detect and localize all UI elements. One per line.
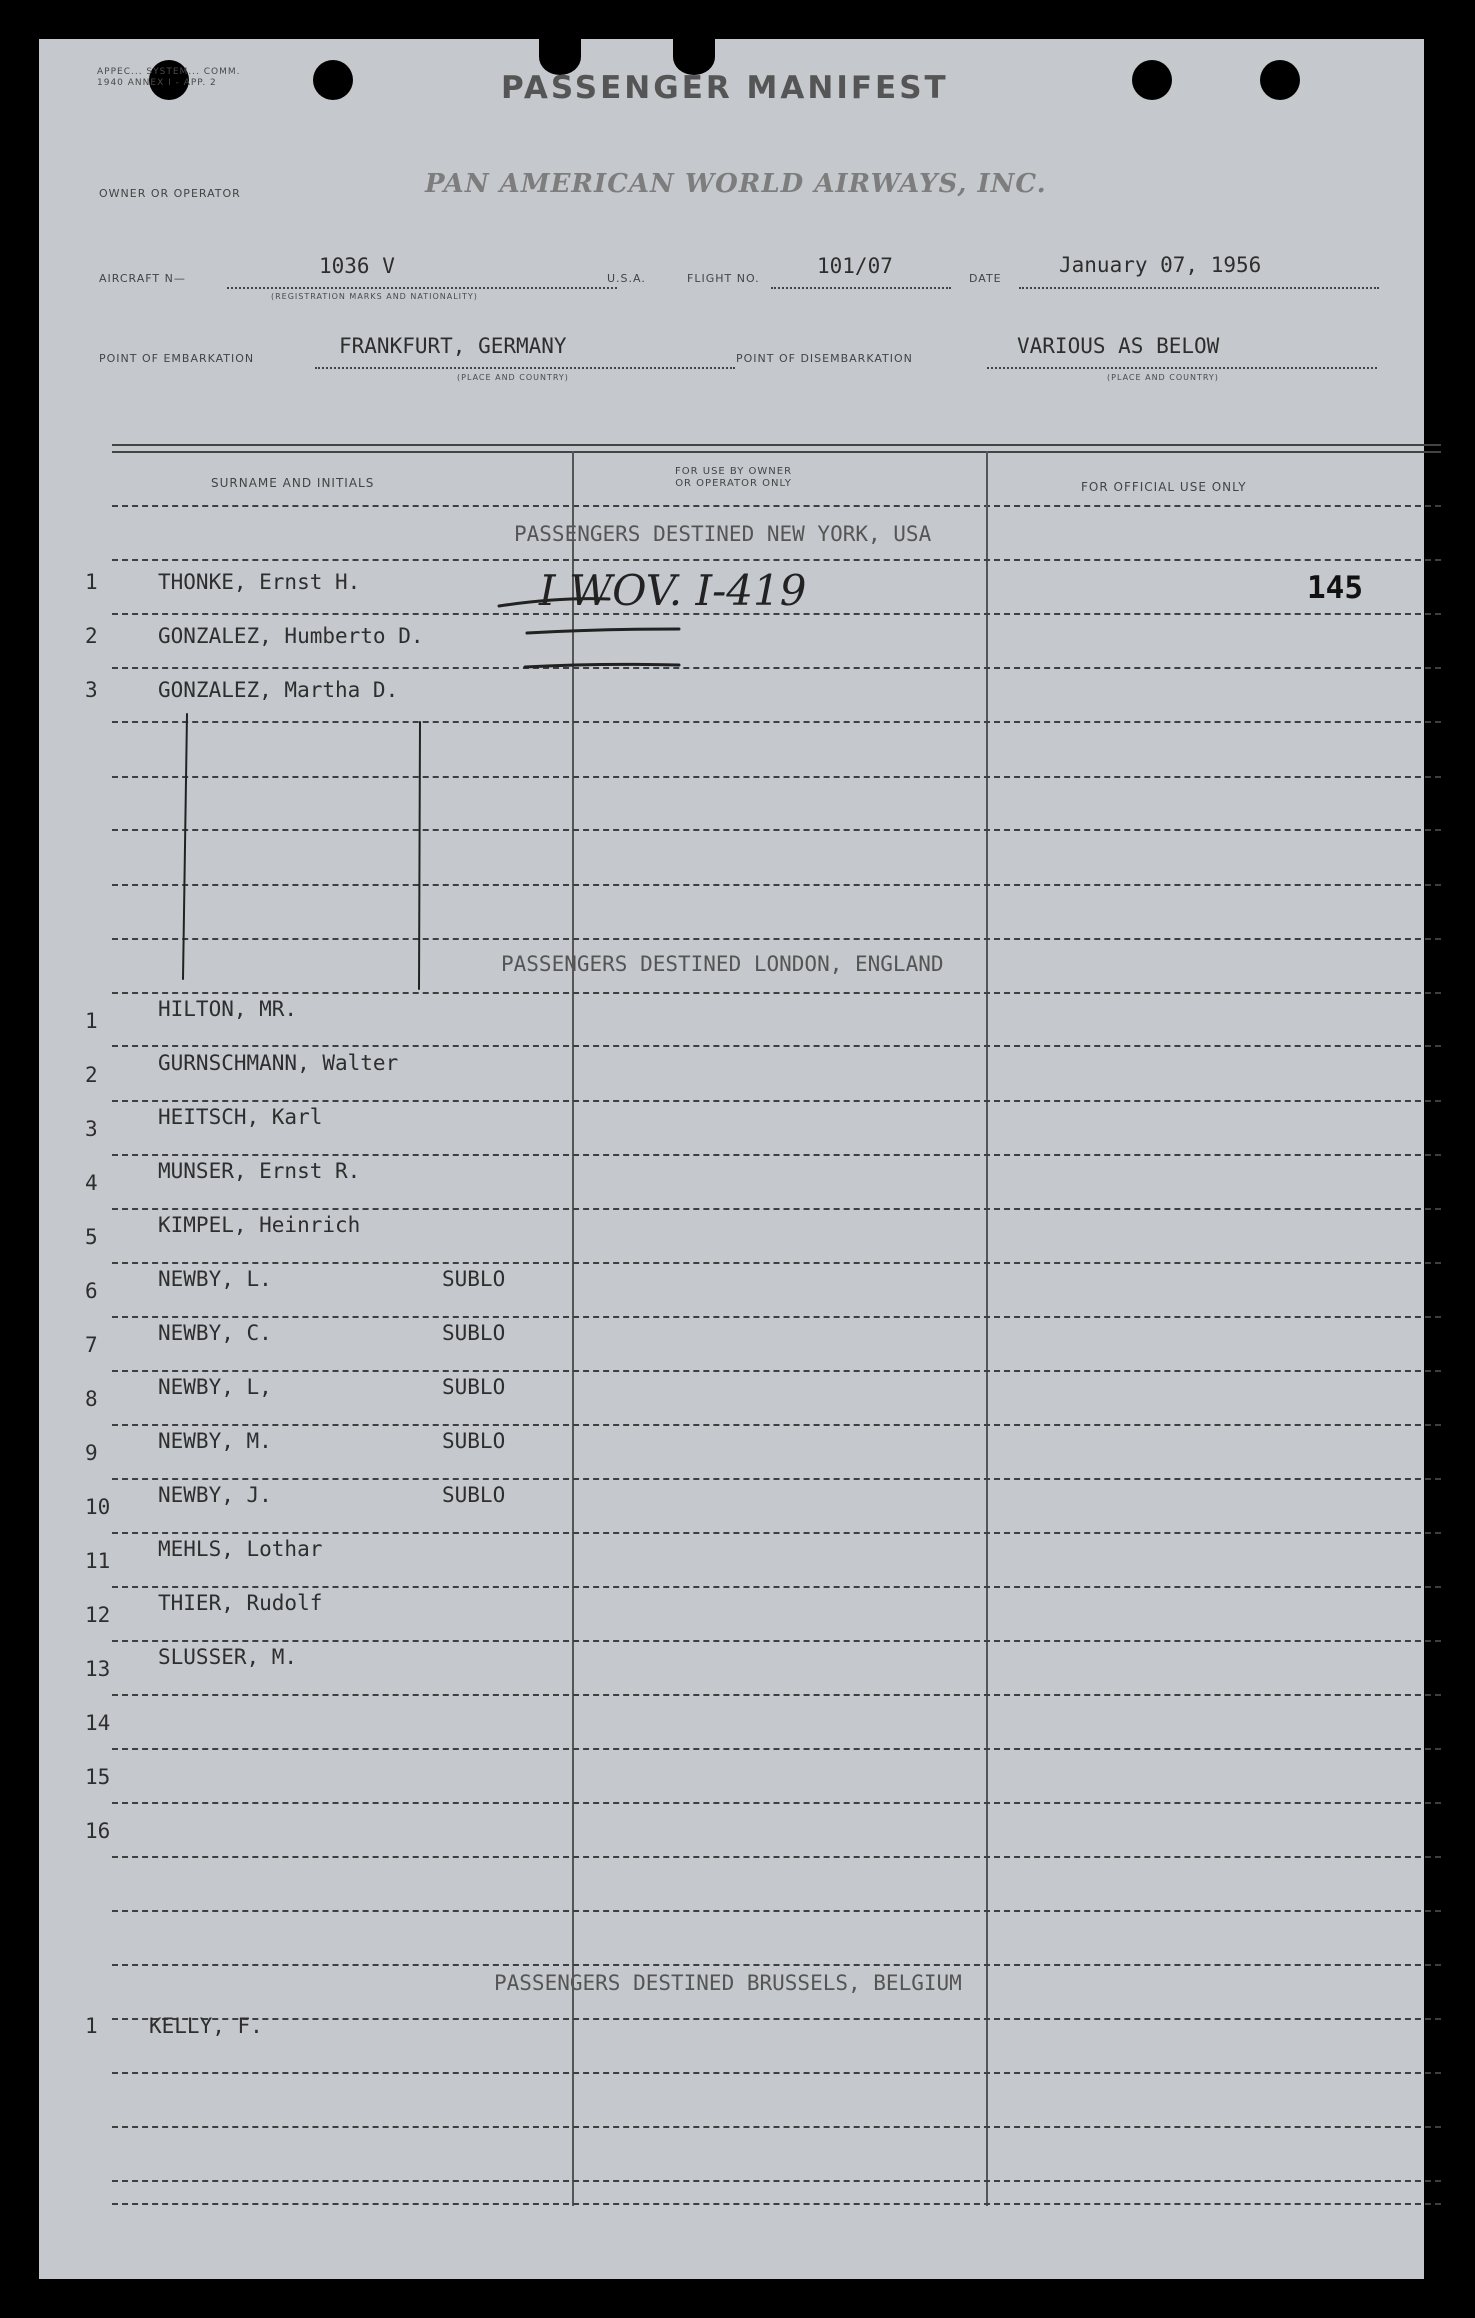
passenger-name: NEWBY, L. <box>158 1267 272 1291</box>
row-rule <box>112 2018 1441 2020</box>
disembark-note: (PLACE AND COUNTRY) <box>1107 373 1219 382</box>
embark-label: POINT OF EMBARKATION <box>99 352 255 365</box>
row-number: 14 <box>85 1711 111 1735</box>
row-number: 10 <box>85 1495 111 1519</box>
passenger-name: SLUSSER, M. <box>158 1645 298 1669</box>
row-rule <box>112 1532 1441 1534</box>
date-value: January 07, 1956 <box>1059 253 1262 277</box>
column-header-official: FOR OFFICIAL USE ONLY <box>1081 480 1247 494</box>
owner-value: PAN AMERICAN WORLD AIRWAYS, INC. <box>425 169 1047 199</box>
section-heading: PASSENGERS DESTINED NEW YORK, USA <box>514 522 932 546</box>
row-rule <box>112 2072 1441 2074</box>
row-rule <box>112 1478 1441 1480</box>
row-number: 1 <box>85 570 98 594</box>
row-rule <box>112 1694 1441 1696</box>
row-number: 16 <box>85 1819 111 1843</box>
row-rule <box>112 1910 1441 1912</box>
row-number: 1 <box>85 1009 98 1033</box>
row-rule <box>112 1802 1441 1804</box>
form-reference: APPEC... SYSTEM... COMM. 1940 ANNEX I - APP. 2 <box>97 67 241 88</box>
passenger-note: SUBLO <box>442 1483 506 1507</box>
row-rule <box>112 2203 1441 2205</box>
passenger-name: HEITSCH, Karl <box>158 1105 323 1129</box>
row-rule <box>112 1424 1441 1426</box>
row-rule <box>112 1262 1441 1264</box>
row-number: 6 <box>85 1279 98 1303</box>
row-rule <box>112 1154 1441 1156</box>
disembark-value: VARIOUS AS BELOW <box>1017 334 1220 358</box>
row-rule <box>112 1748 1441 1750</box>
passenger-note: SUBLO <box>442 1321 506 1345</box>
passenger-note: SUBLO <box>442 1267 506 1291</box>
row-number: 2 <box>85 1063 98 1087</box>
owner-label: OWNER OR OPERATOR <box>99 187 241 200</box>
row-rule <box>112 2126 1441 2128</box>
passenger-name: KELLY, F. <box>149 2014 263 2038</box>
row-rule <box>112 1316 1441 1318</box>
passenger-name: THONKE, Ernst H. <box>158 570 361 594</box>
row-rule <box>112 1856 1441 1858</box>
row-rule <box>112 1208 1441 1210</box>
passenger-name: MUNSER, Ernst R. <box>158 1159 361 1183</box>
row-rule <box>112 1370 1441 1372</box>
passenger-name: NEWBY, C. <box>158 1321 272 1345</box>
passenger-name: GURNSCHMANN, Walter <box>158 1051 399 1075</box>
row-number: 12 <box>85 1603 111 1627</box>
row-rule <box>112 2180 1441 2182</box>
row-number: 9 <box>85 1441 98 1465</box>
aircraft-value: 1036 V <box>319 254 395 278</box>
aircraft-label: AIRCRAFT N— <box>99 272 186 285</box>
row-number: 3 <box>85 1117 98 1141</box>
row-rule <box>112 1640 1441 1642</box>
row-number: 8 <box>85 1387 98 1411</box>
disembark-label: POINT OF DISEMBARKATION <box>736 352 913 365</box>
row-number: 15 <box>85 1765 111 1789</box>
passenger-name: NEWBY, J. <box>158 1483 272 1507</box>
row-number: 5 <box>85 1225 98 1249</box>
row-number: 3 <box>85 678 98 702</box>
passenger-name: GONZALEZ, Martha D. <box>158 678 399 702</box>
passenger-name: THIER, Rudolf <box>158 1591 323 1615</box>
manifest-page <box>39 39 1424 2279</box>
passenger-name: HILTON, MR. <box>158 997 298 1021</box>
column-header-surname: SURNAME AND INITIALS <box>211 476 375 490</box>
row-number: 13 <box>85 1657 111 1681</box>
section-heading: PASSENGERS DESTINED BRUSSELS, BELGIUM <box>494 1971 962 1995</box>
passenger-name: GONZALEZ, Humberto D. <box>158 624 424 648</box>
handwritten-annotation: I WOV. I-419 <box>539 566 807 615</box>
date-label: DATE <box>969 272 1002 285</box>
passenger-note: SUBLO <box>442 1429 506 1453</box>
column-header-owner-use: FOR USE BY OWNER OR OPERATOR ONLY <box>675 466 793 489</box>
passenger-note: SUBLO <box>442 1375 506 1399</box>
row-number: 4 <box>85 1171 98 1195</box>
page-title: PASSENGER MANIFEST <box>501 70 949 106</box>
registration-note: (REGISTRATION MARKS AND NATIONALITY) <box>271 292 478 301</box>
handwritten-marks <box>39 39 1424 1139</box>
embark-value: FRANKFURT, GERMANY <box>339 334 567 358</box>
row-rule <box>112 1586 1441 1588</box>
row-number: 11 <box>85 1549 111 1573</box>
section-heading: PASSENGERS DESTINED LONDON, ENGLAND <box>501 952 944 976</box>
usa-label: U.S.A. <box>607 272 646 285</box>
row-rule <box>112 1964 1441 1966</box>
row-number: 7 <box>85 1333 98 1357</box>
passenger-name: MEHLS, Lothar <box>158 1537 323 1561</box>
row-number: 2 <box>85 624 98 648</box>
flight-label: FLIGHT NO. <box>687 272 760 285</box>
row-number: 1 <box>85 2014 98 2038</box>
page-stamp-number: 145 <box>1307 570 1363 606</box>
flight-value: 101/07 <box>817 254 893 278</box>
passenger-name: NEWBY, L, <box>158 1375 272 1399</box>
embark-note: (PLACE AND COUNTRY) <box>457 373 569 382</box>
passenger-name: KIMPEL, Heinrich <box>158 1213 361 1237</box>
passenger-name: NEWBY, M. <box>158 1429 272 1453</box>
